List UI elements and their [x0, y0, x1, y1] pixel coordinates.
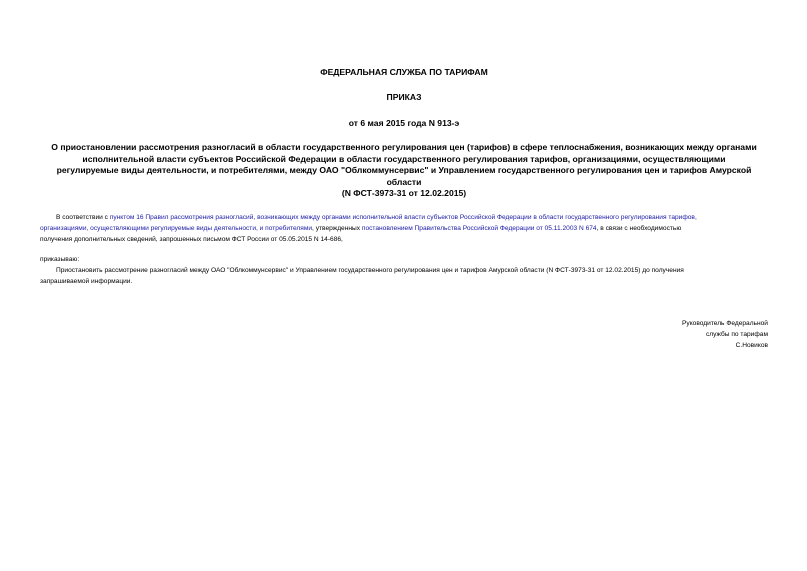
order-paragraph — [40, 266, 768, 288]
signature-name: С.Новиков — [735, 342, 768, 349]
preamble-prefix: В соответствии с — [56, 214, 110, 221]
title-line-5: (N ФСТ-3973-31 от 12.02.2015) — [341, 188, 467, 199]
agency-name: ФЕДЕРАЛЬНАЯ СЛУЖБА ПО ТАРИФАМ — [320, 67, 488, 77]
rules-clause-16-link-continued[interactable]: организациями, осуществляющими регулируемые виды деятельности, и потребителями — [40, 224, 313, 232]
preamble-mid: , утвержденных — [312, 224, 362, 232]
preamble-paragraph — [40, 213, 768, 245]
preamble-line-1 — [40, 213, 768, 224]
signature-position-line-1: Руководитель Федеральной — [682, 320, 768, 327]
preamble-suffix: , в связи с необходимостью — [596, 224, 682, 232]
document-page — [40, 0, 768, 571]
preamble-line-3: получения дополнительных сведений, запрошенных письмом ФСТ России от 05.05.2015 N 14-686, — [40, 235, 343, 243]
document-title — [40, 142, 768, 200]
government-decree-link[interactable]: постановлением Правительства Российской Федерации от 05.11.2003 N 674 — [361, 224, 597, 232]
title-line-2: исполнительной власти субъектов Российской Федерации в области государственного регулирования тарифов, организациями, осуществляющими — [82, 153, 726, 164]
document-type: ПРИКАЗ — [386, 92, 422, 102]
document-date-number: от 6 мая 2015 года N 913-э — [348, 118, 460, 128]
order-line-1: Приостановить рассмотрение разногласий между ОАО "Облкоммунсервис" и Управлением государственного регулирования цен и тарифов Амурской области (N ФСТ-3973-31 от 12.02.2015) до получения — [56, 267, 684, 274]
order-label: приказываю: — [40, 256, 80, 263]
order-line-2: запрашиваемой информации. — [40, 277, 133, 285]
signature-block — [568, 318, 768, 351]
title-line-3: регулируемые виды деятельности, и потребителями, между ОАО "Облкоммунсервис" и Управлением государственного регулирования цен и тарифов Амурской — [56, 165, 752, 176]
preamble-line-2 — [40, 224, 768, 235]
title-line-1: О приостановлении рассмотрения разногласий в области государственного регулирования цен (тарифов) в сфере теплоснабжения, возникающих между органами — [51, 142, 757, 152]
signature-position-line-2: службы по тарифам — [705, 331, 768, 338]
rules-clause-16-link[interactable]: пунктом 16 Правил рассмотрения разногласий, возникающих между органами исполнительной власти субъектов Российской Федерации в области государственного регулирования тарифов, — [109, 214, 697, 221]
title-line-4: области — [386, 176, 422, 187]
